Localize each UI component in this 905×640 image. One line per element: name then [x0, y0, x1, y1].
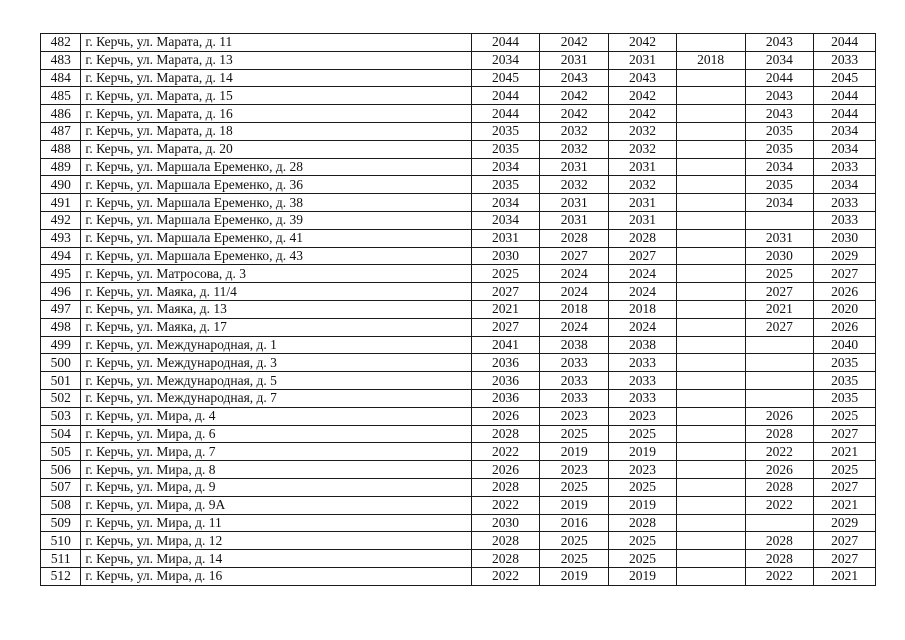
year-cell-2: 2031 — [540, 211, 609, 229]
address-cell: г. Керчь, ул. Марата, д. 14 — [81, 69, 471, 87]
table-row — [41, 194, 876, 212]
housing-schedule-table — [40, 33, 876, 586]
year-cell-6: 2030 — [814, 229, 876, 247]
year-cell-2: 2031 — [540, 51, 609, 69]
table-row — [41, 407, 876, 425]
year-cell-3: 2025 — [609, 550, 677, 568]
year-cell-5: 2026 — [745, 461, 814, 479]
year-cell-2: 2025 — [540, 532, 609, 550]
year-cell-2: 2043 — [540, 69, 609, 87]
year-cell-2: 2038 — [540, 336, 609, 354]
table-row — [41, 140, 876, 158]
table-row — [41, 478, 876, 496]
year-cell-2: 2031 — [540, 194, 609, 212]
row-number: 500 — [41, 354, 81, 372]
year-cell-1: 2034 — [471, 194, 540, 212]
address-cell: г. Керчь, ул. Маршала Еременко, д. 41 — [81, 229, 471, 247]
table-row — [41, 122, 876, 140]
table-row — [41, 176, 876, 194]
year-cell-4: 2018 — [676, 51, 745, 69]
row-number: 494 — [41, 247, 81, 265]
year-cell-5: 2030 — [745, 247, 814, 265]
year-cell-6: 2035 — [814, 354, 876, 372]
year-cell-4 — [676, 34, 745, 52]
year-cell-5: 2022 — [745, 443, 814, 461]
table-row — [41, 265, 876, 283]
year-cell-3: 2042 — [609, 105, 677, 123]
year-cell-5 — [745, 211, 814, 229]
year-cell-6: 2034 — [814, 176, 876, 194]
year-cell-4 — [676, 496, 745, 514]
year-cell-4 — [676, 318, 745, 336]
year-cell-1: 2025 — [471, 265, 540, 283]
year-cell-4 — [676, 283, 745, 301]
table-row — [41, 372, 876, 390]
year-cell-5: 2043 — [745, 34, 814, 52]
address-cell: г. Керчь, ул. Мира, д. 14 — [81, 550, 471, 568]
row-number: 489 — [41, 158, 81, 176]
year-cell-2: 2016 — [540, 514, 609, 532]
row-number: 507 — [41, 478, 81, 496]
table-body — [41, 34, 876, 586]
year-cell-2: 2028 — [540, 229, 609, 247]
address-cell: г. Керчь, ул. Марата, д. 18 — [81, 122, 471, 140]
year-cell-1: 2045 — [471, 69, 540, 87]
year-cell-5: 2027 — [745, 318, 814, 336]
row-number: 492 — [41, 211, 81, 229]
row-number: 488 — [41, 140, 81, 158]
year-cell-3: 2025 — [609, 532, 677, 550]
year-cell-6: 2029 — [814, 514, 876, 532]
table-row — [41, 389, 876, 407]
table-row — [41, 69, 876, 87]
year-cell-1: 2026 — [471, 461, 540, 479]
row-number: 482 — [41, 34, 81, 52]
year-cell-2: 2019 — [540, 443, 609, 461]
row-number: 483 — [41, 51, 81, 69]
address-cell: г. Керчь, ул. Маршала Еременко, д. 38 — [81, 194, 471, 212]
year-cell-5: 2025 — [745, 265, 814, 283]
row-number: 509 — [41, 514, 81, 532]
year-cell-3: 2025 — [609, 425, 677, 443]
address-cell: г. Керчь, ул. Международная, д. 1 — [81, 336, 471, 354]
table-row — [41, 514, 876, 532]
table-row — [41, 550, 876, 568]
year-cell-4 — [676, 158, 745, 176]
year-cell-1: 2034 — [471, 211, 540, 229]
year-cell-1: 2044 — [471, 87, 540, 105]
year-cell-6: 2045 — [814, 69, 876, 87]
row-number: 493 — [41, 229, 81, 247]
year-cell-1: 2021 — [471, 300, 540, 318]
row-number: 503 — [41, 407, 81, 425]
year-cell-5: 2035 — [745, 176, 814, 194]
year-cell-5 — [745, 354, 814, 372]
year-cell-5: 2034 — [745, 51, 814, 69]
year-cell-1: 2041 — [471, 336, 540, 354]
year-cell-4 — [676, 229, 745, 247]
year-cell-1: 2022 — [471, 443, 540, 461]
address-cell: г. Керчь, ул. Маяка, д. 17 — [81, 318, 471, 336]
year-cell-4 — [676, 354, 745, 372]
year-cell-1: 2022 — [471, 567, 540, 585]
row-number: 510 — [41, 532, 81, 550]
row-number: 497 — [41, 300, 81, 318]
row-number: 485 — [41, 87, 81, 105]
year-cell-5: 2034 — [745, 194, 814, 212]
year-cell-1: 2035 — [471, 176, 540, 194]
year-cell-6: 2026 — [814, 283, 876, 301]
year-cell-5: 2035 — [745, 140, 814, 158]
address-cell: г. Керчь, ул. Маяка, д. 13 — [81, 300, 471, 318]
year-cell-5: 2044 — [745, 69, 814, 87]
year-cell-1: 2030 — [471, 514, 540, 532]
year-cell-2: 2025 — [540, 478, 609, 496]
year-cell-5: 2021 — [745, 300, 814, 318]
year-cell-2: 2033 — [540, 389, 609, 407]
year-cell-2: 2027 — [540, 247, 609, 265]
year-cell-5 — [745, 336, 814, 354]
year-cell-3: 2032 — [609, 176, 677, 194]
year-cell-1: 2034 — [471, 51, 540, 69]
year-cell-6: 2033 — [814, 211, 876, 229]
year-cell-6: 2033 — [814, 158, 876, 176]
year-cell-5: 2028 — [745, 425, 814, 443]
address-cell: г. Керчь, ул. Марата, д. 13 — [81, 51, 471, 69]
year-cell-6: 2033 — [814, 51, 876, 69]
address-cell: г. Керчь, ул. Мира, д. 7 — [81, 443, 471, 461]
year-cell-3: 2031 — [609, 211, 677, 229]
table-row — [41, 425, 876, 443]
year-cell-6: 2029 — [814, 247, 876, 265]
year-cell-6: 2044 — [814, 87, 876, 105]
address-cell: г. Керчь, ул. Международная, д. 3 — [81, 354, 471, 372]
year-cell-6: 2035 — [814, 389, 876, 407]
year-cell-2: 2024 — [540, 283, 609, 301]
year-cell-3: 2019 — [609, 567, 677, 585]
year-cell-1: 2022 — [471, 496, 540, 514]
year-cell-4 — [676, 443, 745, 461]
year-cell-4 — [676, 372, 745, 390]
year-cell-5: 2026 — [745, 407, 814, 425]
table-row — [41, 51, 876, 69]
year-cell-5: 2031 — [745, 229, 814, 247]
table-row — [41, 318, 876, 336]
year-cell-5: 2035 — [745, 122, 814, 140]
year-cell-2: 2024 — [540, 318, 609, 336]
year-cell-1: 2028 — [471, 425, 540, 443]
year-cell-5: 2028 — [745, 532, 814, 550]
address-cell: г. Керчь, ул. Мира, д. 9А — [81, 496, 471, 514]
year-cell-6: 2044 — [814, 105, 876, 123]
address-cell: г. Керчь, ул. Марата, д. 11 — [81, 34, 471, 52]
table-row — [41, 336, 876, 354]
year-cell-2: 2018 — [540, 300, 609, 318]
year-cell-3: 2019 — [609, 496, 677, 514]
year-cell-5: 2022 — [745, 496, 814, 514]
year-cell-1: 2026 — [471, 407, 540, 425]
year-cell-3: 2023 — [609, 407, 677, 425]
year-cell-3: 2024 — [609, 283, 677, 301]
year-cell-1: 2036 — [471, 354, 540, 372]
table-row — [41, 34, 876, 52]
year-cell-3: 2018 — [609, 300, 677, 318]
year-cell-1: 2036 — [471, 389, 540, 407]
year-cell-3: 2024 — [609, 318, 677, 336]
table-row — [41, 247, 876, 265]
year-cell-4 — [676, 211, 745, 229]
year-cell-4 — [676, 247, 745, 265]
address-cell: г. Керчь, ул. Маршала Еременко, д. 43 — [81, 247, 471, 265]
year-cell-6: 2026 — [814, 318, 876, 336]
year-cell-4 — [676, 176, 745, 194]
row-number: 495 — [41, 265, 81, 283]
year-cell-6: 2027 — [814, 478, 876, 496]
year-cell-2: 2023 — [540, 407, 609, 425]
year-cell-1: 2044 — [471, 105, 540, 123]
year-cell-2: 2019 — [540, 567, 609, 585]
year-cell-1: 2027 — [471, 283, 540, 301]
table-row — [41, 354, 876, 372]
year-cell-1: 2035 — [471, 140, 540, 158]
year-cell-3: 2042 — [609, 87, 677, 105]
year-cell-2: 2019 — [540, 496, 609, 514]
year-cell-4 — [676, 514, 745, 532]
row-number: 491 — [41, 194, 81, 212]
table-row — [41, 283, 876, 301]
address-cell: г. Керчь, ул. Мира, д. 6 — [81, 425, 471, 443]
year-cell-3: 2024 — [609, 265, 677, 283]
year-cell-6: 2021 — [814, 443, 876, 461]
year-cell-3: 2031 — [609, 194, 677, 212]
year-cell-6: 2035 — [814, 372, 876, 390]
year-cell-5: 2034 — [745, 158, 814, 176]
table-row — [41, 211, 876, 229]
row-number: 487 — [41, 122, 81, 140]
year-cell-5 — [745, 372, 814, 390]
year-cell-2: 2042 — [540, 87, 609, 105]
table-row — [41, 87, 876, 105]
year-cell-1: 2027 — [471, 318, 540, 336]
year-cell-1: 2044 — [471, 34, 540, 52]
year-cell-4 — [676, 265, 745, 283]
row-number: 512 — [41, 567, 81, 585]
address-cell: г. Керчь, ул. Матросова, д. 3 — [81, 265, 471, 283]
year-cell-4 — [676, 105, 745, 123]
table-row — [41, 300, 876, 318]
address-cell: г. Керчь, ул. Мира, д. 4 — [81, 407, 471, 425]
year-cell-2: 2032 — [540, 122, 609, 140]
year-cell-5: 2028 — [745, 550, 814, 568]
year-cell-4 — [676, 567, 745, 585]
address-cell: г. Керчь, ул. Маршала Еременко, д. 36 — [81, 176, 471, 194]
year-cell-2: 2024 — [540, 265, 609, 283]
year-cell-4 — [676, 532, 745, 550]
year-cell-3: 2031 — [609, 158, 677, 176]
year-cell-6: 2034 — [814, 122, 876, 140]
year-cell-3: 2032 — [609, 122, 677, 140]
row-number: 511 — [41, 550, 81, 568]
address-cell: г. Керчь, ул. Мира, д. 16 — [81, 567, 471, 585]
year-cell-2: 2033 — [540, 372, 609, 390]
year-cell-3: 2023 — [609, 461, 677, 479]
year-cell-2: 2025 — [540, 550, 609, 568]
address-cell: г. Керчь, ул. Маршала Еременко, д. 28 — [81, 158, 471, 176]
year-cell-4 — [676, 122, 745, 140]
year-cell-6: 2027 — [814, 532, 876, 550]
year-cell-1: 2030 — [471, 247, 540, 265]
row-number: 490 — [41, 176, 81, 194]
year-cell-5: 2043 — [745, 87, 814, 105]
year-cell-6: 2021 — [814, 567, 876, 585]
year-cell-6: 2025 — [814, 407, 876, 425]
year-cell-2: 2042 — [540, 34, 609, 52]
row-number: 496 — [41, 283, 81, 301]
address-cell: г. Керчь, ул. Маяка, д. 11/4 — [81, 283, 471, 301]
year-cell-2: 2042 — [540, 105, 609, 123]
year-cell-6: 2025 — [814, 461, 876, 479]
year-cell-6: 2027 — [814, 550, 876, 568]
year-cell-3: 2025 — [609, 478, 677, 496]
address-cell: г. Керчь, ул. Мира, д. 9 — [81, 478, 471, 496]
year-cell-6: 2034 — [814, 140, 876, 158]
year-cell-4 — [676, 461, 745, 479]
row-number: 502 — [41, 389, 81, 407]
year-cell-1: 2034 — [471, 158, 540, 176]
year-cell-4 — [676, 407, 745, 425]
year-cell-4 — [676, 336, 745, 354]
year-cell-3: 2028 — [609, 229, 677, 247]
table-row — [41, 105, 876, 123]
year-cell-4 — [676, 194, 745, 212]
row-number: 505 — [41, 443, 81, 461]
address-cell: г. Керчь, ул. Марата, д. 20 — [81, 140, 471, 158]
table-row — [41, 567, 876, 585]
year-cell-3: 2031 — [609, 51, 677, 69]
row-number: 506 — [41, 461, 81, 479]
year-cell-6: 2044 — [814, 34, 876, 52]
year-cell-5 — [745, 514, 814, 532]
address-cell: г. Керчь, ул. Мира, д. 8 — [81, 461, 471, 479]
address-cell: г. Керчь, ул. Маршала Еременко, д. 39 — [81, 211, 471, 229]
year-cell-3: 2043 — [609, 69, 677, 87]
year-cell-6: 2027 — [814, 425, 876, 443]
year-cell-6: 2020 — [814, 300, 876, 318]
table-row — [41, 461, 876, 479]
year-cell-2: 2025 — [540, 425, 609, 443]
year-cell-5: 2022 — [745, 567, 814, 585]
address-cell: г. Керчь, ул. Международная, д. 7 — [81, 389, 471, 407]
address-cell: г. Керчь, ул. Мира, д. 11 — [81, 514, 471, 532]
row-number: 501 — [41, 372, 81, 390]
table-row — [41, 229, 876, 247]
year-cell-3: 2033 — [609, 354, 677, 372]
year-cell-4 — [676, 300, 745, 318]
year-cell-3: 2028 — [609, 514, 677, 532]
year-cell-1: 2028 — [471, 478, 540, 496]
address-cell: г. Керчь, ул. Марата, д. 15 — [81, 87, 471, 105]
row-number: 508 — [41, 496, 81, 514]
year-cell-4 — [676, 87, 745, 105]
year-cell-4 — [676, 69, 745, 87]
year-cell-1: 2028 — [471, 550, 540, 568]
year-cell-4 — [676, 140, 745, 158]
address-cell: г. Керчь, ул. Марата, д. 16 — [81, 105, 471, 123]
address-cell: г. Керчь, ул. Мира, д. 12 — [81, 532, 471, 550]
year-cell-3: 2027 — [609, 247, 677, 265]
year-cell-4 — [676, 425, 745, 443]
table-row — [41, 496, 876, 514]
year-cell-3: 2019 — [609, 443, 677, 461]
row-number: 484 — [41, 69, 81, 87]
year-cell-6: 2033 — [814, 194, 876, 212]
row-number: 486 — [41, 105, 81, 123]
year-cell-6: 2040 — [814, 336, 876, 354]
address-cell: г. Керчь, ул. Международная, д. 5 — [81, 372, 471, 390]
year-cell-3: 2033 — [609, 389, 677, 407]
year-cell-4 — [676, 478, 745, 496]
row-number: 499 — [41, 336, 81, 354]
year-cell-4 — [676, 550, 745, 568]
year-cell-3: 2032 — [609, 140, 677, 158]
year-cell-6: 2027 — [814, 265, 876, 283]
year-cell-4 — [676, 389, 745, 407]
year-cell-1: 2031 — [471, 229, 540, 247]
year-cell-6: 2021 — [814, 496, 876, 514]
table-row — [41, 158, 876, 176]
year-cell-3: 2038 — [609, 336, 677, 354]
table-row — [41, 443, 876, 461]
year-cell-5: 2027 — [745, 283, 814, 301]
year-cell-3: 2042 — [609, 34, 677, 52]
year-cell-1: 2035 — [471, 122, 540, 140]
year-cell-2: 2033 — [540, 354, 609, 372]
year-cell-2: 2031 — [540, 158, 609, 176]
year-cell-1: 2036 — [471, 372, 540, 390]
year-cell-5: 2028 — [745, 478, 814, 496]
row-number: 504 — [41, 425, 81, 443]
table-row — [41, 532, 876, 550]
year-cell-3: 2033 — [609, 372, 677, 390]
year-cell-2: 2032 — [540, 176, 609, 194]
year-cell-2: 2023 — [540, 461, 609, 479]
year-cell-1: 2028 — [471, 532, 540, 550]
year-cell-2: 2032 — [540, 140, 609, 158]
year-cell-5 — [745, 389, 814, 407]
year-cell-5: 2043 — [745, 105, 814, 123]
row-number: 498 — [41, 318, 81, 336]
